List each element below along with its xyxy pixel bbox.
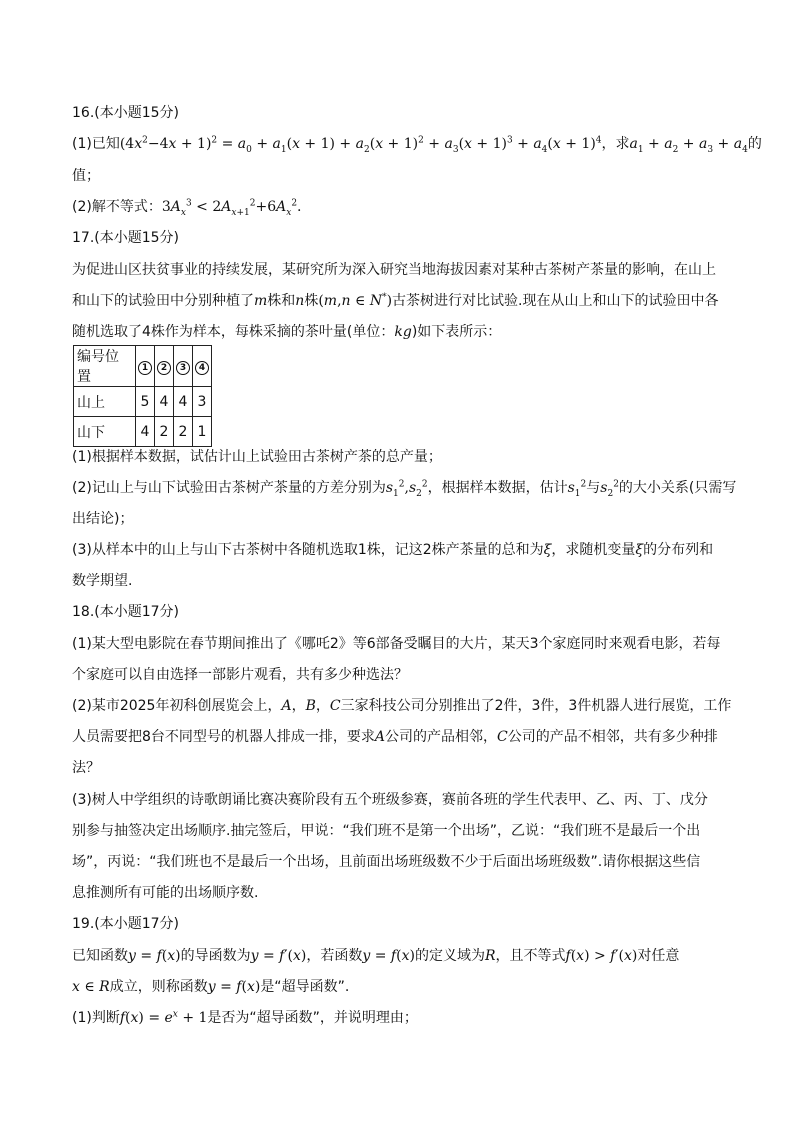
table-col-3: 3	[174, 346, 193, 387]
q16-part1-cont: 值；	[72, 168, 100, 184]
row-label-mountain-top: 山上	[74, 387, 136, 417]
table-header-label: 编号位置	[74, 346, 136, 387]
q17-line1: 为促进山区扶贫事业的持续发展，某研究所为深入研究当地海拔因素对某种古茶树产茶量的影响，在山上	[72, 262, 716, 278]
table-cell: 4	[155, 387, 174, 417]
table-col-1: 1	[136, 346, 155, 387]
function-expr: $f(x) = e^x + 1$	[119, 1009, 208, 1026]
q18-part2-d: 公司的产品相邻，	[385, 729, 498, 745]
x-in-r: x ∈ R	[72, 979, 110, 995]
q17-line3-b: )如下表所示：	[411, 324, 502, 340]
q17-line2-c: 株	[304, 293, 319, 309]
table-cell: 4	[174, 387, 193, 417]
q17-line2-d: 古茶树进行对比试验.现在从山上和山下的试验田中各	[392, 293, 719, 309]
q17-part2-b: ，根据样本数据，估计	[427, 480, 568, 496]
q18-part3-line1: (3)树人中学组织的诗歌朗诵比赛决赛阶段有五个班级参赛，赛前各班的学生代表甲、乙、丙、丁、戊分	[72, 792, 708, 808]
q19-line2-b: 是“超导函数”.	[260, 979, 350, 995]
var-xi: ξ	[635, 542, 644, 558]
q18-part2-line2	[72, 727, 718, 747]
q16-part1-prefix: (1)已知	[72, 136, 120, 152]
variance-s1: $s_1^2$	[567, 479, 587, 499]
func-def: y = f(x)	[362, 948, 415, 964]
var-xi: ξ	[543, 542, 552, 558]
company-a: A	[374, 729, 386, 745]
q17-set-condition: (m,n ∈ N*)	[318, 292, 393, 309]
q17-part3-c: 的分布列和	[643, 542, 714, 558]
q19-part1	[72, 1008, 418, 1028]
q17-part3-b: ，求随机变量	[551, 542, 636, 558]
q19-line1-a: 已知函数	[72, 948, 128, 964]
q19-line1	[72, 946, 679, 966]
table-col-4: 4	[193, 346, 212, 387]
q17-part1: (1)根据样本数据，试估计山上试验田古茶树产茶的总产量；	[72, 449, 442, 465]
q19-part1-a: (1)判断	[72, 1010, 120, 1026]
q18-part2-b: 三家科技公司分别推出了2件，3件，3件机器人进行展览，工作	[340, 698, 732, 714]
q17-line3-a: 随机选取了4株作为样本，每株采摘的茶叶量(单位：	[72, 324, 395, 340]
q16-inequality: $3A_x^3 < 2A_{x+1}^2+6A_x^2$.	[161, 198, 302, 218]
q18-part1-line1: (1)某大型电影院在春节期间推出了《哪吒2》等6部备受瞩目的大片，某天3个家庭同时来观看电影，若每	[72, 636, 721, 652]
domain-r: R	[484, 948, 496, 964]
q18-part3-line4: 息推测所有可能的出场顺序数.	[72, 885, 259, 901]
table-cell: 2	[155, 417, 174, 447]
table-row	[74, 387, 212, 417]
q19-line1-d: 的定义域为	[414, 948, 485, 964]
q17-part2-cont: 出结论)；	[72, 511, 134, 527]
q17-part2-c: 与	[586, 480, 601, 496]
q18-part1-line2: 个家庭可以自由选择一部影片观看，共有多少种选法？	[72, 667, 408, 683]
var-m: m	[254, 293, 268, 309]
company-names: A，B，C	[281, 698, 341, 714]
q17-part3-cont: 数学期望.	[72, 573, 133, 589]
q16-part1-suffix: ，求	[601, 136, 630, 152]
unit-kg: kg	[394, 324, 412, 340]
q17-part2-a: (2)记山上与山下试验田古茶树产茶量的方差分别为	[72, 480, 386, 496]
var-n: n	[295, 293, 305, 309]
q17-line2-b: 株和	[267, 293, 296, 309]
inequality-expr: f(x) > f′(x)	[565, 948, 638, 964]
q17-line3	[72, 322, 501, 342]
q19-line2-a: 成立，则称函数	[109, 979, 208, 995]
table-row	[74, 417, 212, 447]
q17-part2-d: 的大小关系(只需写	[618, 480, 737, 496]
q19-line1-b: 的导函数为	[180, 948, 251, 964]
q18-part3-line3: 场”，丙说：“我们班也不是最后一个出场，且前面出场班级数不少于后面出场班级数”.请你根据这些信	[72, 854, 701, 870]
table-cell: 2	[174, 417, 193, 447]
variance-symbols: $s_1^2,s_2^2$	[385, 479, 428, 499]
q18-part3-line2: 别参与抽签决定出场顺序.抽完签后，甲说：“我们班不是第一个出场”，乙说：“我们班不是最后一个出	[72, 823, 701, 839]
q16-part1-end: 的	[747, 136, 762, 152]
table-header-row	[74, 346, 212, 387]
derivative-def: y = f′(x)	[250, 948, 307, 964]
q16-part2	[72, 197, 302, 217]
table-cell: 4	[136, 417, 155, 447]
q16-part2-prefix: (2)解不等式：	[72, 199, 162, 215]
q19-line1-e: ，且不等式	[495, 948, 566, 964]
q17-part3	[72, 540, 713, 560]
q19-line2	[72, 977, 349, 997]
q18-part2-c: 人员需要把8台不同型号的机器人排成一排，要求	[72, 729, 375, 745]
q19-part1-b: 是否为“超导函数”，并说明理由；	[207, 1010, 418, 1026]
tea-yield-table	[73, 345, 212, 447]
table-cell: 1	[193, 417, 212, 447]
row-label-mountain-foot: 山下	[74, 417, 136, 447]
q18-part2-line3: 法？	[72, 760, 100, 776]
q16-equation: $(4x^2-4x + 1)^2 = a_0 + a_1(x + 1) + a_2(x + 1)^2 + a_3(x + 1)^3 + a_4(x + 1)^4$	[119, 135, 602, 155]
variance-s2: $s_2^2$	[600, 479, 619, 499]
q18-part2-line1	[72, 696, 731, 716]
func-def: y = f(x)	[207, 979, 261, 995]
q18-title: 18.(本小题17分)	[72, 604, 180, 620]
company-c: C	[497, 729, 508, 745]
func-def: y = f(x)	[128, 948, 181, 964]
q17-part2	[72, 478, 736, 498]
table-col-2: 2	[155, 346, 174, 387]
q17-title: 17.(本小题15分)	[72, 230, 180, 246]
q17-line2	[72, 291, 718, 311]
q17-line2-a: 和山下的试验田中分别种植了	[72, 293, 254, 309]
q17-part3-a: (3)从样本中的山上与山下古茶树中各随机选取1株，记这2株产茶量的总和为	[72, 542, 544, 558]
q16-title: 16.(本小题15分)	[72, 105, 180, 121]
q19-line1-f: 对任意	[637, 948, 680, 964]
q18-part2-a: (2)某市2025年初科创展览会上，	[72, 698, 282, 714]
q19-line1-c: ，若函数	[306, 948, 363, 964]
q18-part2-e: 公司的产品不相邻，共有多少种排	[507, 729, 718, 745]
q16-sum-expression: $a_1 + a_2 + a_3 + a_4$	[629, 136, 748, 155]
table-cell: 5	[136, 387, 155, 417]
table-cell: 3	[193, 387, 212, 417]
q16-part1	[72, 134, 762, 154]
q19-title: 19.(本小题17分)	[72, 916, 180, 932]
